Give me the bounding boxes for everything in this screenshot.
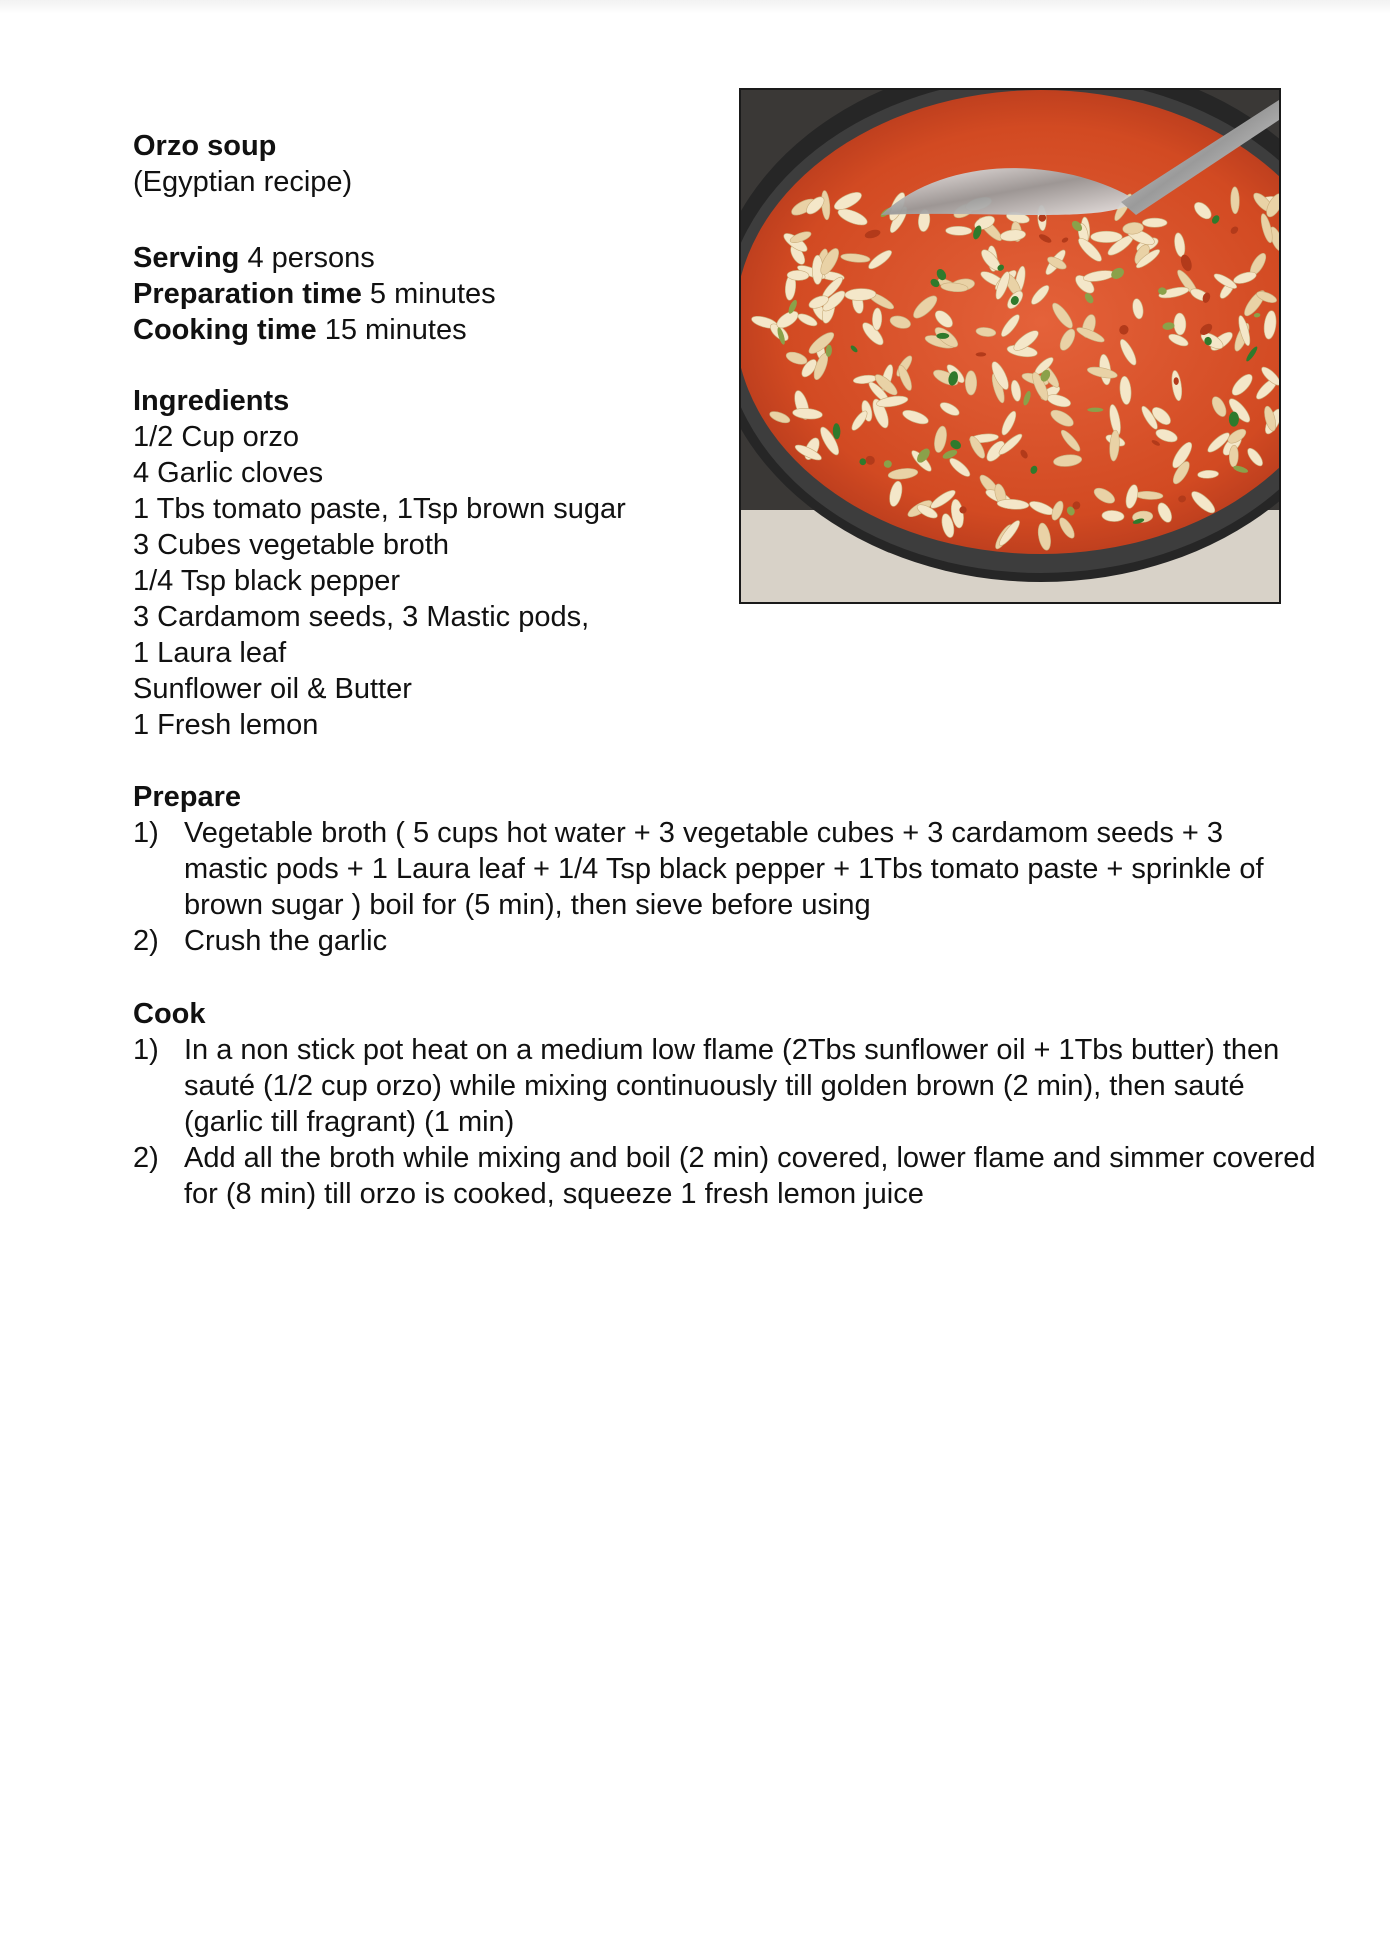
step-number: 1) xyxy=(133,1034,159,1066)
meta-label: Serving xyxy=(133,242,240,274)
ingredient-item: 1 Laura leaf xyxy=(133,637,287,669)
orzo-grain xyxy=(1091,231,1123,242)
soup-illustration xyxy=(741,90,1279,602)
ingredients-heading: Ingredients xyxy=(133,385,290,417)
step-text: Add all the broth while mixing and boil (2 min) covered, lower flame and simmer covered for (8 min) till orzo is cooked, squeeze 1 fresh lemon juice xyxy=(184,1142,1316,1210)
ingredient-item: 3 Cardamom seeds, 3 Mastic pods, xyxy=(133,601,590,633)
herb-piece xyxy=(1087,408,1103,412)
step-number: 2) xyxy=(133,1142,159,1174)
orzo-soup-photo xyxy=(739,88,1281,604)
step-number: 2) xyxy=(133,925,159,957)
recipe-title: Orzo soup xyxy=(133,130,277,162)
cook-heading: Cook xyxy=(133,998,206,1030)
meta-value: 5 minutes xyxy=(369,278,496,310)
orzo-grain xyxy=(1142,218,1167,227)
ingredient-item: 1 Tbs tomato paste, 1Tsp brown sugar xyxy=(133,493,626,525)
ingredient-item: 4 Garlic cloves xyxy=(133,457,324,489)
prepare-step xyxy=(133,815,1314,923)
step-text: In a non stick pot heat on a medium low flame (2Tbs sunflower oil + 1Tbs butter) then sauté (1/2 cup orzo) while mixing continuously till golden brown (2 min), then sauté (garlic till fragrant) (1 min) xyxy=(184,1034,1280,1138)
step-text: Crush the garlic xyxy=(184,925,388,957)
ingredient-item: 1/4 Tsp black pepper xyxy=(133,565,401,597)
prepare-step xyxy=(133,923,1314,959)
orzo-grain xyxy=(1230,187,1239,214)
meta-label: Preparation time xyxy=(133,278,362,310)
meta-value: 4 persons xyxy=(247,242,375,274)
recipe-subtitle: (Egyptian recipe) xyxy=(133,166,353,198)
meta-label: Cooking time xyxy=(133,314,317,346)
cook-step xyxy=(133,1032,1324,1140)
ingredient-item: Sunflower oil & Butter xyxy=(133,673,412,705)
page-top-shadow xyxy=(0,0,1390,14)
ingredient-item: 3 Cubes vegetable broth xyxy=(133,529,449,561)
ingredient-item: 1 Fresh lemon xyxy=(133,709,319,741)
cook-step xyxy=(133,1140,1324,1212)
meta-value: 15 minutes xyxy=(324,314,467,346)
step-number: 1) xyxy=(133,817,159,849)
cook-steps-list xyxy=(133,1032,1316,1212)
prepare-steps-list xyxy=(133,815,1283,959)
ingredient-item: 1/2 Cup orzo xyxy=(133,421,300,453)
prepare-heading: Prepare xyxy=(133,781,242,813)
orzo-grain xyxy=(965,371,976,395)
orzo-grain xyxy=(946,226,972,235)
step-text: Vegetable broth ( 5 cups hot water + 3 vegetable cubes + 3 cardamom seeds + 3 mastic pods + 1 Laura leaf + 1/4 Tsp black pepper + 1Tbs tomato paste + sprinkle of brown sugar ) boil for (5 min), then sieve before using xyxy=(184,817,1264,921)
